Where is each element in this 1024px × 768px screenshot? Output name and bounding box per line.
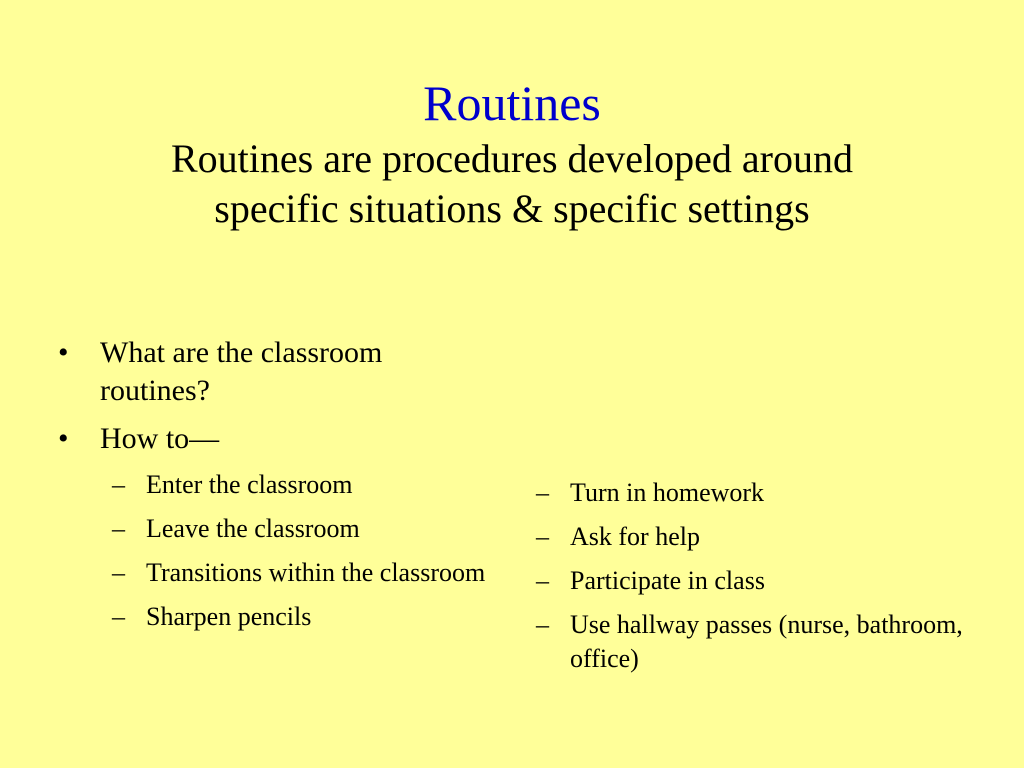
bullet-marker: • <box>58 336 69 369</box>
sub-item-text: Turn in homework <box>570 478 765 507</box>
sub-item-text: Sharpen pencils <box>146 602 312 631</box>
sub-item-text: Leave the classroom <box>146 514 360 543</box>
sub-item <box>534 520 974 554</box>
right-sub-list <box>534 476 974 676</box>
sub-item-text: Ask for help <box>570 522 700 551</box>
sub-item <box>110 600 498 634</box>
dash-marker: – <box>536 610 549 639</box>
slide-subtitle <box>40 134 984 234</box>
sub-item <box>110 556 498 590</box>
bullet-text: What are the classroom routines? <box>100 336 383 407</box>
dash-marker: – <box>112 470 125 499</box>
bullet-item <box>58 334 498 410</box>
bullet-item <box>58 420 498 458</box>
sub-item <box>110 512 498 546</box>
sub-item-text: Use hallway passes (nurse, bathroom, office) <box>570 610 963 673</box>
dash-marker: – <box>112 514 125 543</box>
sub-item <box>534 608 974 676</box>
title-block <box>40 72 984 234</box>
sub-item-text: Enter the classroom <box>146 470 353 499</box>
sub-item <box>534 564 974 598</box>
bullet-list <box>58 334 498 458</box>
sub-item <box>534 476 974 510</box>
sub-item-text: Participate in class <box>570 566 765 595</box>
left-column <box>58 334 498 644</box>
slide-title: Routines <box>423 75 601 131</box>
dash-marker: – <box>536 478 549 507</box>
sub-item <box>110 468 498 502</box>
dash-marker: – <box>112 558 125 587</box>
left-sub-list <box>110 468 498 634</box>
dash-marker: – <box>536 566 549 595</box>
right-column <box>534 476 974 686</box>
dash-marker: – <box>112 602 125 631</box>
subtitle-line-2: specific situations & specific settings <box>214 186 810 231</box>
bullet-marker: • <box>58 422 69 455</box>
dash-marker: – <box>536 522 549 551</box>
sub-item-text: Transitions within the classroom <box>146 558 486 587</box>
subtitle-line-1: Routines are procedures developed around <box>171 136 853 181</box>
bullet-text: How to— <box>100 422 220 455</box>
